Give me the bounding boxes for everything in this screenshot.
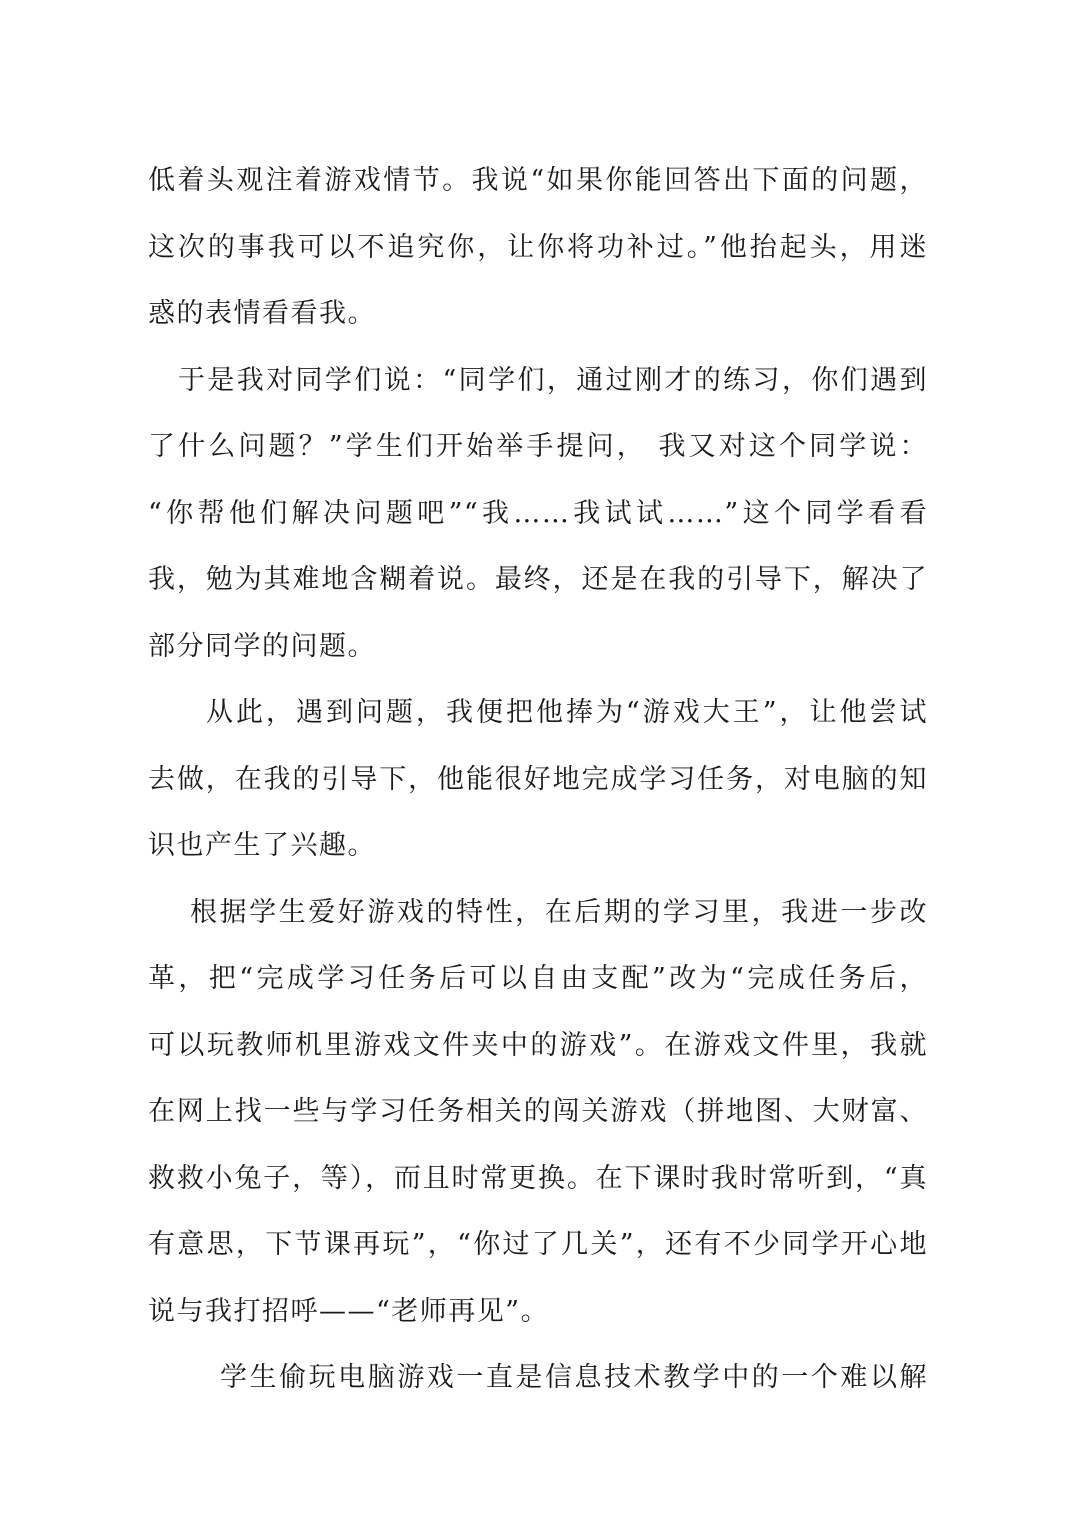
paragraph-line: “你帮他们解决问题吧”“我……我试试……”这个同学看看 [148, 497, 928, 529]
paragraph-line: 革，把“完成学习任务后可以自由支配”改为“完成任务后， [148, 963, 928, 994]
paragraph-line: 在网上找一些与学习任务相关的闯关游戏（拼地图、大财富、 [148, 1096, 928, 1127]
paragraph-line: 学生偷玩电脑游戏一直是信息技术教学中的一个难以解 [220, 1362, 928, 1393]
paragraph-line: 说与我打招呼——“老师再见”。 [148, 1295, 550, 1327]
paragraph-4 [148, 880, 928, 1346]
paragraph-line: 去做，在我的引导下，他能很好地完成学习任务，对电脑的知 [148, 763, 928, 795]
paragraph-3 [148, 680, 928, 880]
paragraph-line: 这次的事我可以不追究你，让你将功补过。”他抬起头，用迷 [148, 231, 928, 263]
document-body [148, 148, 928, 1412]
paragraph-1 [148, 148, 928, 348]
paragraph-line: 惑的表情看看我。 [148, 298, 376, 329]
paragraph-2 [148, 348, 928, 681]
paragraph-line: 救救小兔子，等），而且时常更换。在下课时我时常听到，“真 [148, 1162, 928, 1194]
paragraph-5 [148, 1345, 928, 1412]
paragraph-line: 从此，遇到问题，我便把他捧为“游戏大王”，让他尝试 [206, 697, 928, 728]
paragraph-line: 于是我对同学们说：“同学们，通过刚才的练习，你们遇到 [178, 364, 928, 396]
paragraph-line: 了什么问题？”学生们开始举手提问， 我又对这个同学说： [148, 431, 928, 462]
paragraph-line: 识也产生了兴趣。 [148, 830, 376, 861]
paragraph-line: 有意思，下节课再玩”，“你过了几关”，还有不少同学开心地 [148, 1229, 928, 1260]
paragraph-line: 低着头观注着游戏情节。我说“如果你能回答出下面的问题， [148, 165, 928, 196]
paragraph-line: 部分同学的问题。 [148, 630, 376, 662]
paragraph-line: 根据学生爱好游戏的特性，在后期的学习里，我进一步改 [190, 896, 928, 928]
paragraph-line: 可以玩教师机里游戏文件夹中的游戏”。在游戏文件里，我就 [148, 1029, 928, 1061]
paragraph-line: 我，勉为其难地含糊着说。最终，还是在我的引导下，解决了 [148, 564, 928, 595]
